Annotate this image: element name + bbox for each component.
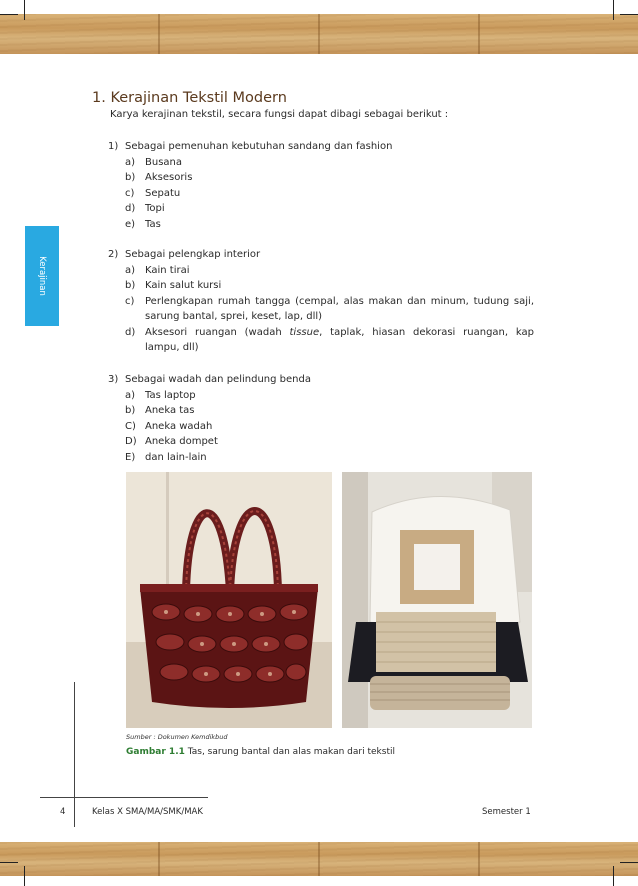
list-item [108,155,534,171]
list-item-label: a) [125,156,136,168]
decorative-line-horizontal [40,797,208,798]
list-group-title-text: Sebagai pemenuhan kebutuhan sandang dan fashion [125,141,393,152]
list-group-title-text: Sebagai wadah dan pelindung benda [125,374,311,385]
top-wood-banner [0,14,638,54]
photo-pillow-placemat [342,472,532,728]
list-item-label: E) [125,451,136,463]
list-group-containers [108,372,534,465]
list-item [108,434,534,450]
list-item-label: e) [125,218,136,230]
list-group-number: 3) [108,374,119,385]
crop-mark [0,14,18,15]
bag-illustration [126,472,332,728]
list-item-label: d) [125,203,136,214]
list-item-text: Aneka wadah [145,420,213,432]
list-group-title-text: Sebagai pelengkap interior [125,249,261,260]
list-item [108,388,534,404]
list-item-label: D) [125,436,137,447]
list-item-label: b) [125,172,136,183]
decorative-line-vertical-short [74,797,75,827]
list-item-text: Tas laptop [145,389,196,401]
section-heading: 1. Kerajinan Tekstil Modern [92,90,287,106]
page-number: 4 [60,807,66,817]
chapter-side-tab [25,226,59,326]
decorative-line-vertical [74,682,75,802]
crop-mark [24,0,25,20]
list-item-label: c) [125,295,135,307]
list-item-text: Kain salut kursi [145,280,222,291]
list-item-text-part: , taplak, hiasan dekorasi ruangan, kap lampu, dll) [145,326,535,353]
list-item-text: dan lain-lain [145,451,207,463]
list-item [108,170,534,186]
list-item-label: C) [125,420,136,432]
list-item-text: Sepatu [145,187,181,199]
list-item-text: Busana [145,156,183,168]
list-item [108,419,534,435]
figure-caption [126,747,395,757]
pillow-illustration [342,472,532,728]
list-group-number: 2) [108,249,119,260]
footer-semester: Semester 1 [482,807,531,817]
photo-textile-bag [126,472,332,728]
list-group-title [108,247,534,263]
list-item [108,450,534,466]
list-item [108,294,534,325]
chapter-side-tab-label: Kerajinan [37,256,47,296]
figure-caption-label: Gambar 1.1 [126,747,185,757]
list-item-label: a) [125,264,136,276]
list-item-label: b) [125,280,136,291]
crop-mark [613,866,614,886]
list-group-title [108,372,534,388]
list-group-fashion [108,139,534,232]
list-item-text: Perlengkapan rumah tangga (cempal, alas makan dan minum, tudung saji, sarung bantal, sprei, keset, lap, dll) [145,295,534,322]
list-item [108,403,534,419]
crop-mark [24,866,25,886]
list-item-text [145,325,534,356]
list-item-label: c) [125,187,135,199]
figure-caption-text: Tas, sarung bantal dan alas makan dari tekstil [184,747,395,757]
list-item-text: Aksesoris [145,172,193,183]
section-intro: Karya kerajinan tekstil, secara fungsi dapat dibagi sebagai berikut : [110,109,449,120]
list-item-label: a) [125,389,136,401]
list-item-text: Tas [145,218,161,230]
list-item-text: Kain tirai [145,264,190,276]
list-item-text: Topi [145,203,165,214]
crop-mark [0,862,18,863]
bottom-wood-banner [0,842,638,876]
list-group-number: 1) [108,141,119,152]
list-item-text: Aneka tas [145,405,195,416]
list-item [108,263,534,279]
footer-book-title: Kelas X SMA/MA/SMK/MAK [92,807,203,817]
list-item-text-part: Aksesori ruangan (wadah [145,326,290,338]
list-item [108,201,534,217]
figure-source: Sumber : Dokumen Kemdikbud [126,733,228,741]
list-item-text: Aneka dompet [145,436,218,447]
list-item-label: d) [125,326,136,338]
list-item [108,278,534,294]
crop-mark [620,862,638,863]
crop-mark [620,14,638,15]
list-group-title [108,139,534,155]
list-item [108,186,534,202]
list-item [108,217,534,233]
crop-mark [613,0,614,20]
list-item-label: b) [125,405,136,416]
list-item [108,325,534,356]
list-item-text-emphasis: tissue [289,326,320,338]
list-group-interior [108,247,534,356]
